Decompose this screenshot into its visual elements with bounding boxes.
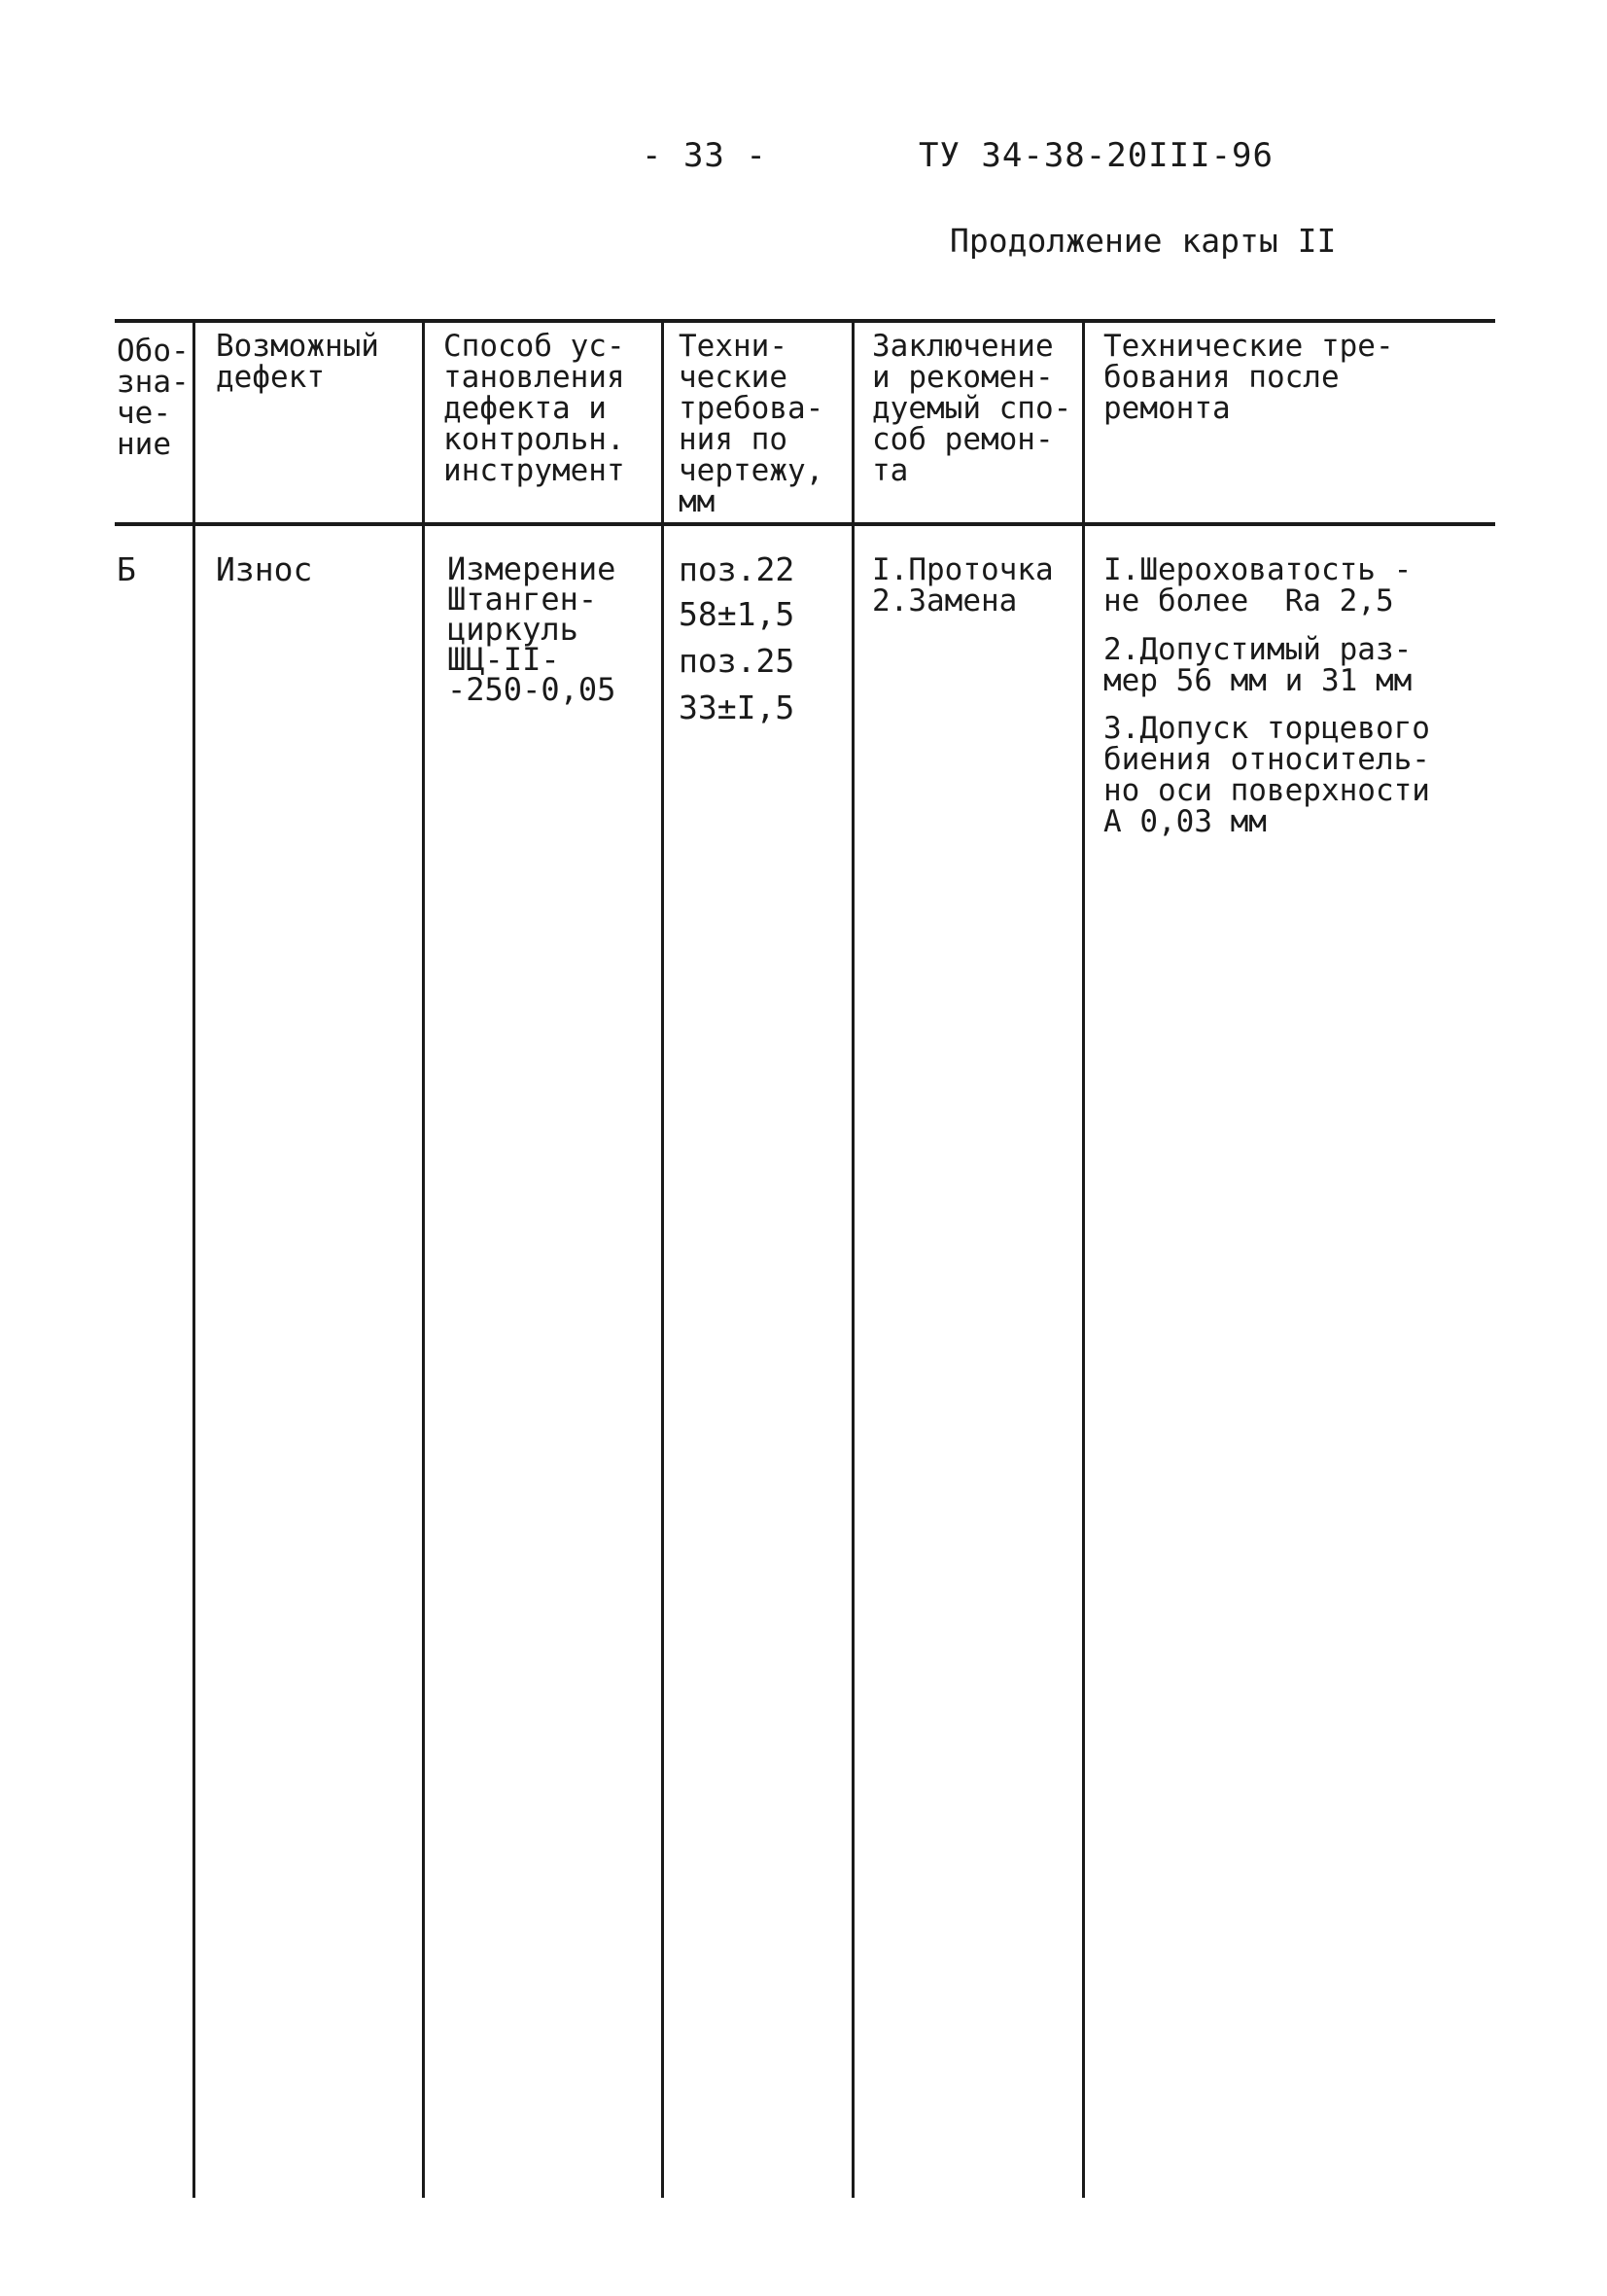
document-code: ТУ 34-38-20III-96 [919, 136, 1274, 175]
continuation-note: Продолжение карты II [950, 222, 1337, 260]
row-req-pos-22: поз.22 [679, 550, 795, 588]
row-req-value-58: 58±1,5 [679, 595, 795, 633]
row-defect: Износ [216, 550, 313, 588]
column-header-method: Способ ус- тановления дефекта и контрольн. инструмент [443, 329, 625, 488]
column-header-after-repair: Технические тре- бования после ремонта [1103, 329, 1394, 426]
column-header-drawing-requirements: Техни- ческие требова- ния по чертежу, мм [679, 329, 824, 519]
row-req-pos-25: поз.25 [679, 642, 795, 680]
column-header-defect: Возможный дефект [216, 329, 379, 395]
column-divider [192, 319, 195, 2198]
row-repair-method: I.Проточка 2.Замена [872, 552, 1054, 618]
header-line [642, 136, 1274, 175]
column-divider [661, 319, 664, 2198]
row-designation: Б [117, 550, 136, 588]
table-header-rule [115, 522, 1495, 526]
row-req-value-33: 33±I,5 [679, 689, 795, 726]
table-top-rule [115, 319, 1495, 323]
column-divider [852, 319, 855, 2198]
column-divider [1082, 319, 1085, 2198]
row-after-repair-roughness: I.Шероховатость - не более Ra 2,5 [1103, 552, 1413, 618]
row-after-repair-runout: 3.Допуск торцевого биения относитель- но оси поверхности А 0,03 мм [1103, 711, 1430, 839]
row-method: Измерение Штанген- циркуль ШЦ-II- -250-0,05 [447, 550, 616, 708]
page-number: - 33 - [642, 136, 767, 175]
column-header-designation: Обо- зна- че- ние [117, 334, 190, 462]
row-after-repair-size: 2.Допустимый раз- мер 56 мм и 31 мм [1103, 632, 1413, 698]
column-divider [422, 319, 425, 2198]
column-header-repair-method: Заключение и рекомен- дуемый спо- соб ремон- та [872, 329, 1072, 488]
